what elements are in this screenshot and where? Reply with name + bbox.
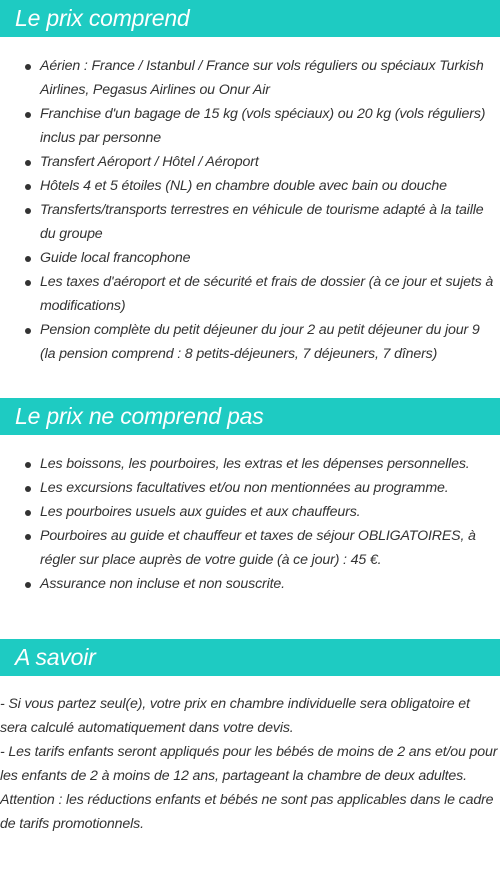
list-item: Transferts/transports terrestres en véhicule de tourisme adapté à la taille du groupe [40,198,500,246]
info-paragraph: - Les tarifs enfants seront appliqués pour les bébés de moins de 2 ans et/ou pour les enfants de 2 à moins de 12 ans, partageant la chambre de deux adultes. Attention : les réductions enfants et bébés ne sont pas applicables dans le cadre de tarifs promotionnels. [0,744,498,832]
list-item: Les excursions facultatives et/ou non mentionnées au programme. [40,476,500,500]
section-header-not-included: Le prix ne comprend pas [0,398,500,435]
info-paragraph: - Si vous partez seul(e), votre prix en chambre individuelle sera obligatoire et sera calculé automatiquement dans votre devis. [0,696,470,736]
section-header-to-know: A savoir [0,639,500,676]
list-item: Les pourboires usuels aux guides et aux chauffeurs. [40,500,500,524]
list-item: Aérien : France / Istanbul / France sur vols réguliers ou spéciaux Turkish Airlines, Pegasus Airlines ou Onur Air [40,54,500,102]
list-item: Hôtels 4 et 5 étoiles (NL) en chambre double avec bain ou douche [40,174,500,198]
not-included-list [0,452,500,596]
section-header-included: Le prix comprend [0,0,500,37]
included-list [0,54,500,366]
list-item: Franchise d'un bagage de 15 kg (vols spéciaux) ou 20 kg (vols réguliers) inclus par personne [40,102,500,150]
to-know-text [0,692,500,836]
list-item: Pension complète du petit déjeuner du jour 2 au petit déjeuner du jour 9 (la pension comprend : 8 petits-déjeuners, 7 déjeuners, 7 dîners) [40,318,500,366]
list-item: Transfert Aéroport / Hôtel / Aéroport [40,150,500,174]
list-item: Les taxes d'aéroport et de sécurité et frais de dossier (à ce jour et sujets à modifications) [40,270,500,318]
list-item: Pourboires au guide et chauffeur et taxes de séjour OBLIGATOIRES, à régler sur place auprès de votre guide (à ce jour) : 45 €. [40,524,500,572]
list-item: Guide local francophone [40,246,500,270]
list-item: Les boissons, les pourboires, les extras et les dépenses personnelles. [40,452,500,476]
list-item: Assurance non incluse et non souscrite. [40,572,500,596]
